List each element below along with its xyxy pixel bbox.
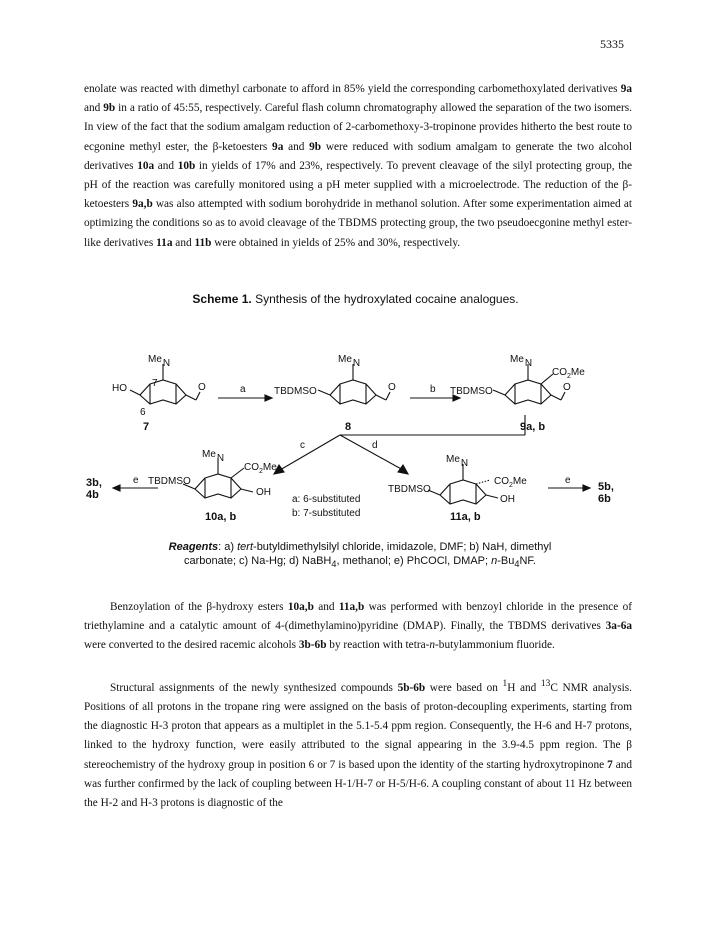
compound-11a: 11a xyxy=(156,236,173,249)
label-step-e: e xyxy=(565,475,571,486)
compound-11ab: 11a,b xyxy=(338,601,365,613)
compound-label-9ab: 9a, b xyxy=(520,421,546,433)
compound-label-4b: 4b xyxy=(86,489,99,501)
compound-7: 7 xyxy=(607,758,613,771)
label-co2me: $CO_2Me$ xyxy=(552,367,585,380)
reagents-caption: Reagents: a) tert-butyldimethylsilyl chloride, imidazole, DMF; b) NaH, dimethyl carbonate; c) Na-Hg; d) NaBH$_4$, methanol; e) PhCOCl, DMAP; $n-Bu_4NF$. xyxy=(168,541,552,570)
compound-label-3b: 3b, xyxy=(86,477,102,489)
label-step-c: c xyxy=(300,440,305,451)
compound-label-6b: 6b xyxy=(598,493,611,505)
label-o: O xyxy=(198,382,206,393)
label-pos6: 6 xyxy=(140,407,146,418)
note-a: a: 6-substituted xyxy=(292,494,361,505)
label-tbdmso: TBDMSO xyxy=(148,476,191,487)
compound-9b: 9b xyxy=(103,102,116,115)
compound-10a: 10a xyxy=(137,159,155,172)
compound-3b-6b: 3b-6b xyxy=(298,639,327,652)
reaction-scheme xyxy=(0,320,711,535)
label-co2me: $CO_2Me$ xyxy=(494,476,527,489)
label-me-n: MeN xyxy=(148,354,171,369)
compound-label-5b: 5b, xyxy=(598,481,614,493)
structure-11ab xyxy=(428,464,498,504)
label-step-d: d xyxy=(372,440,378,451)
label-ho: HO xyxy=(112,383,127,394)
label-step-a: a xyxy=(240,384,246,395)
compound-3a-6a: 3a-6a xyxy=(605,620,632,633)
label-o: O xyxy=(388,382,396,393)
label-co2me: $CO_2Me$ xyxy=(244,462,277,475)
paragraph-3: Structural assignments of the newly synthesized compounds 5b-6b were based on $^1$H and $^{13}$C NMR analysis. Positions of all protons in the tropane ring were assigned on the basis of proton-decoupling experiments, starting from the diagnostic H-3 proton that appears as a multiplet in the 5.1-5.4 ppm region. Consequently, the H-6 and H-7 protons, linked to the hydroxy function, were easily attributed to the signal appearing in the 3.9-4.5 ppm region. The β stereochemistry of the hydroxy group in position 6 or 7 is based upon the identity of the starting hydroxytropinone 7 and was further confirmed by the lack of coupling between H-1/H-7 or H-5/H-6. A coupling constant of about 11 Hz between the H-2 and H-3 protons is diagnostic of the xyxy=(84,679,633,809)
compound-10b: 10b xyxy=(177,159,196,172)
label-oh: OH xyxy=(256,487,271,498)
page-number: 5335 xyxy=(600,37,624,51)
label-tbdmso: TBDMSO xyxy=(388,484,431,495)
compound-9ab: 9a,b xyxy=(132,198,153,211)
note-b: b: 7-substituted xyxy=(292,508,361,519)
label-oh: OH xyxy=(500,494,515,505)
label-o: O xyxy=(563,382,571,393)
paragraph-2: Benzoylation of the β-hydroxy esters 10a,b and 11a,b was performed with benzoyl chloride in the presence of triethylamine and a catalytic amount of 4-(dimethylamino)pyridine (DMAP). Finally, the TBDMS derivatives 3a-6a were converted to the desired racemic alcohols 3b-6b by reaction with tetra-n-butylammonium fluoride. xyxy=(84,601,632,652)
label-pos7: 7 xyxy=(152,378,158,389)
label-step-b: b xyxy=(430,384,436,395)
structure-7 xyxy=(130,364,200,404)
compound-10ab: 10a,b xyxy=(287,601,314,613)
compound-label-11ab: 11a, b xyxy=(450,511,481,523)
structure-8 xyxy=(318,364,390,404)
compound-label-8: 8 xyxy=(345,421,352,433)
label-tbdmso: TBDMSO xyxy=(274,386,317,397)
label-me-n: MeN xyxy=(510,354,533,369)
label-step-e: e xyxy=(133,475,139,486)
label-me-n: MeN xyxy=(446,454,469,469)
scheme-title: Scheme 1. Synthesis of the hydroxylated cocaine analogues. xyxy=(192,292,519,306)
compound-11b: 11b xyxy=(194,236,212,249)
paragraph-1: enolate was reacted with dimethyl carbonate to afford in 85% yield the corresponding carbomethoxylated derivatives 9a and 9b in a ratio of 45:55, respectively. Careful flash column chromatography allowed the separation of the two isomers. In view of the fact that the sodium amalgam reduction of 2-carbomethoxy-3-tropinone provides hitherto the best route to ecgonine methyl ester, the β-ketoesters 9a and 9b were reduced with sodium amalgam to generate the two alcohol derivatives 10a and 10b in yields of 17% and 23%, respectively. To prevent cleavage of the silyl protecting group, the pH of the reaction was carefully monitored using a pH meter supplied with a microelectrode. The reduction of the β-ketoesters 9a,b was also attempted with sodium borohydride in methanol solution. After some experimentation aimed at optimizing the conditions so as to avoid cleavage of the TBDMS protecting group, the two pseudoecgonine methyl ester-like derivatives 11a and 11b were obtained in yields of 25% and 30%, respectively. xyxy=(84,83,632,249)
label-me-n: MeN xyxy=(202,449,225,464)
label-tbdmso: TBDMSO xyxy=(450,386,493,397)
compound-9a: 9a xyxy=(620,83,632,95)
structure-10ab xyxy=(183,458,253,498)
compound-5b-6b: 5b-6b xyxy=(397,681,426,694)
label-me-n: MeN xyxy=(338,354,361,369)
compound-9b: 9b xyxy=(309,140,322,153)
compound-label-7: 7 xyxy=(143,421,150,433)
compound-label-10ab: 10a, b xyxy=(205,511,237,523)
compound-9a: 9a xyxy=(272,140,284,153)
